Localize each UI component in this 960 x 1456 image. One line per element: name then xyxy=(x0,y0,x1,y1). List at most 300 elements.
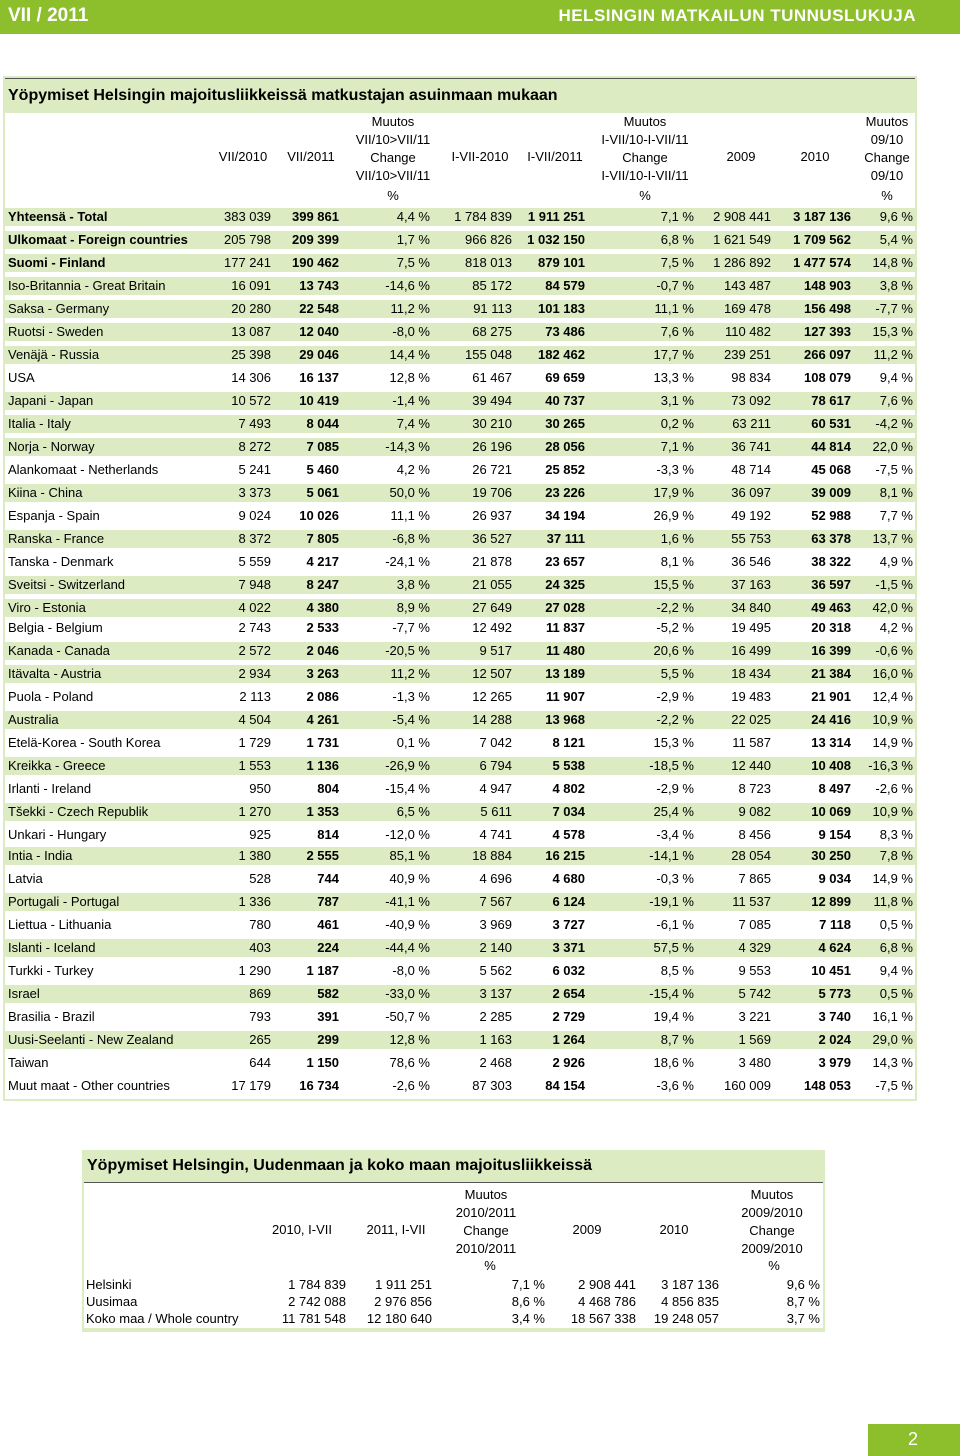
table-cell: 18 884 xyxy=(472,848,512,863)
table-cell: 12 507 xyxy=(472,666,512,681)
table-cell: 84 579 xyxy=(545,278,585,293)
table-cell: -3,4 % xyxy=(656,827,694,842)
table-cell: 2 926 xyxy=(552,1055,585,1070)
row-label: USA xyxy=(8,370,35,385)
row-label: Viro - Estonia xyxy=(8,600,86,615)
table-cell: 814 xyxy=(317,827,339,842)
table-cell: -1,4 % xyxy=(392,393,430,408)
table-cell: 40,9 % xyxy=(389,871,430,886)
table-cell: 1,7 % xyxy=(396,232,430,247)
table-cell: 383 039 xyxy=(224,209,271,224)
table-row xyxy=(5,916,915,934)
table-cell: 4,4 % xyxy=(396,209,430,224)
table-cell: -8,0 % xyxy=(392,963,430,978)
table-cell: 10,9 % xyxy=(872,712,913,727)
table-cell: 1 032 150 xyxy=(527,232,585,247)
table-cell: 12 492 xyxy=(472,620,512,635)
table-cell: 10 069 xyxy=(811,804,851,819)
table-cell: 20,6 % xyxy=(653,643,694,658)
table-cell: 21 878 xyxy=(472,554,512,569)
row-label: Uusi-Seelanti - New Zealand xyxy=(8,1032,174,1047)
table-cell: 63 378 xyxy=(811,531,851,546)
table-cell: 24 325 xyxy=(545,577,585,592)
table-cell: -7,7 % xyxy=(392,620,430,635)
row-label: Japani - Japan xyxy=(8,393,94,408)
table-cell: 190 462 xyxy=(292,255,339,270)
table-cell: 0,5 % xyxy=(879,917,913,932)
table-cell: 3,8 % xyxy=(396,577,430,592)
table-cell: 7,1 % xyxy=(511,1277,545,1292)
table-cell: 9,6 % xyxy=(786,1277,820,1292)
table-cell: 6,8 % xyxy=(879,940,913,955)
table-cell: 0,2 % xyxy=(660,416,694,431)
table-row xyxy=(5,392,915,410)
table-cell: -18,5 % xyxy=(649,758,694,773)
row-label: Liettua - Lithuania xyxy=(8,917,112,932)
table-cell: 37 163 xyxy=(731,577,771,592)
table-cell: 11 837 xyxy=(545,620,585,635)
table-cell: 8,7 % xyxy=(786,1294,820,1309)
table-cell: 6,5 % xyxy=(396,804,430,819)
table-cell: 85 172 xyxy=(472,278,512,293)
table-cell: -5,2 % xyxy=(656,620,694,635)
table-cell: 30 265 xyxy=(545,416,585,431)
table-cell: 19 495 xyxy=(731,620,771,635)
table-cell: 177 241 xyxy=(224,255,271,270)
table-cell: 11 587 xyxy=(732,735,771,750)
table-cell: -6,1 % xyxy=(656,917,694,932)
row-label: Helsinki xyxy=(86,1277,132,1292)
table-cell: 27 649 xyxy=(472,600,512,615)
table-row xyxy=(5,553,915,571)
table-cell: 4 696 xyxy=(479,871,512,886)
table-cell: -0,3 % xyxy=(656,871,694,886)
table-cell: 18 434 xyxy=(731,666,771,681)
table-cell: 37 111 xyxy=(546,531,585,546)
table-row xyxy=(5,711,915,729)
table-cell: 7 493 xyxy=(238,416,271,431)
table-cell: 3 137 xyxy=(479,986,512,1001)
table-cell: -44,4 % xyxy=(385,940,430,955)
table-cell: 23 226 xyxy=(545,485,585,500)
table-cell: -2,6 % xyxy=(875,781,913,796)
table-cell: 5 241 xyxy=(238,462,271,477)
table-cell: 22 025 xyxy=(731,712,771,727)
table-cell: 11,1 % xyxy=(654,301,694,316)
col-header: I-VII-2010 xyxy=(451,149,509,164)
table-cell: 45 068 xyxy=(811,462,851,477)
table-cell: 7,6 % xyxy=(879,393,913,408)
table-cell: 0,1 % xyxy=(396,735,430,750)
table-cell: 2 046 xyxy=(306,643,339,658)
table-cell: 2 654 xyxy=(552,986,585,1001)
row-label: Ruotsi - Sweden xyxy=(8,324,104,339)
row-label: Itävalta - Austria xyxy=(8,666,102,681)
table-cell: -5,4 % xyxy=(392,712,430,727)
table-cell: 101 183 xyxy=(538,301,585,316)
table-cell: 4 802 xyxy=(552,781,585,796)
table-cell: 8,9 % xyxy=(396,600,430,615)
table-cell: 7,1 % xyxy=(660,209,694,224)
col-header: Muutos VII/10>VII/11 Change VII/10>VII/11 xyxy=(355,114,431,183)
table-cell: 3,8 % xyxy=(879,278,913,293)
table-cell: 28 054 xyxy=(731,848,771,863)
table-cell: 6 794 xyxy=(479,758,512,773)
table-cell: 11,2 % xyxy=(390,301,430,316)
table-cell: 7 118 xyxy=(819,917,851,932)
table-row xyxy=(5,208,915,226)
table-cell: 12,4 % xyxy=(872,689,913,704)
table-cell: 29,0 % xyxy=(872,1032,913,1047)
table-cell: 6 032 xyxy=(552,963,585,978)
table2 xyxy=(84,1183,823,1328)
table-cell: 10,9 % xyxy=(872,804,913,819)
table-cell: 15,3 % xyxy=(653,735,694,750)
table-cell: 793 xyxy=(249,1009,271,1024)
table-cell: 14,9 % xyxy=(872,871,913,886)
table-cell: 6 124 xyxy=(552,894,585,909)
table-cell: 10 408 xyxy=(811,758,851,773)
table-cell: 110 482 xyxy=(724,324,771,339)
table-cell: 15,5 % xyxy=(653,577,694,592)
table-cell: 24 416 xyxy=(811,712,851,727)
publication-title: HELSINGIN MATKAILUN TUNNUSLUKUJA xyxy=(558,6,916,25)
row-label: Tanska - Denmark xyxy=(8,554,114,569)
table-cell: 1 784 839 xyxy=(288,1277,346,1292)
table-cell: -15,4 % xyxy=(385,781,430,796)
table-cell: 1 353 xyxy=(306,804,339,819)
table-cell: -2,6 % xyxy=(392,1078,430,1093)
table-cell: 1 380 xyxy=(238,848,271,863)
table-cell: 8,5 % xyxy=(660,963,694,978)
table-cell: 98 834 xyxy=(731,370,771,385)
table-cell: 38 322 xyxy=(811,554,851,569)
table-row xyxy=(5,619,915,637)
table-row xyxy=(5,277,915,295)
table-cell: 2 572 xyxy=(238,643,271,658)
table-row xyxy=(5,576,915,594)
table-cell: 18,6 % xyxy=(653,1055,694,1070)
table-cell: 1 569 xyxy=(738,1032,771,1047)
table-row xyxy=(5,231,915,249)
table-cell: 1 290 xyxy=(238,963,271,978)
table-cell: -1,5 % xyxy=(875,577,913,592)
row-label: Italia - Italy xyxy=(8,416,71,431)
table-cell: 818 013 xyxy=(465,255,512,270)
table-cell: 11 480 xyxy=(545,643,585,658)
col-header: 2010 xyxy=(800,149,830,164)
table-row xyxy=(84,1276,823,1293)
page-number: 2 xyxy=(908,1429,919,1449)
table-row xyxy=(5,599,915,617)
table-row xyxy=(5,1054,915,1072)
table-cell: 9 024 xyxy=(238,508,271,523)
table-cell: 148 903 xyxy=(804,278,851,293)
table-row xyxy=(5,688,915,706)
row-label: Intia - India xyxy=(8,848,73,863)
table-cell: 11,2 % xyxy=(873,347,913,362)
table-cell: 2 742 088 xyxy=(288,1294,346,1309)
table-cell: 787 xyxy=(317,894,339,909)
row-label: Norja - Norway xyxy=(8,439,95,454)
table-cell: 8,1 % xyxy=(660,554,694,569)
table-cell: 12,8 % xyxy=(389,370,430,385)
table-cell: -1,3 % xyxy=(392,689,430,704)
table-cell: 15,3 % xyxy=(872,324,913,339)
table-cell: 1 729 xyxy=(238,735,271,750)
row-label: Kiina - China xyxy=(8,485,83,500)
table-cell: 3 969 xyxy=(479,917,512,932)
table-cell: -50,7 % xyxy=(385,1009,430,1024)
row-label: Yhteensä - Total xyxy=(8,209,108,224)
table-cell: 3 373 xyxy=(238,485,271,500)
table-cell: 2 555 xyxy=(306,848,339,863)
table-row xyxy=(5,803,915,821)
table-cell: 1 621 549 xyxy=(713,232,771,247)
table-cell: 7,7 % xyxy=(879,508,913,523)
table-cell: -26,9 % xyxy=(385,758,430,773)
row-label: Alankomaat - Netherlands xyxy=(8,462,159,477)
table-cell: 14 288 xyxy=(472,712,512,727)
table-cell: 2 908 441 xyxy=(578,1277,636,1292)
table-cell: 7 085 xyxy=(738,917,771,932)
table-cell: 265 xyxy=(249,1032,271,1047)
table-row xyxy=(5,665,915,683)
table-cell: 8 497 xyxy=(818,781,851,796)
row-label: Belgia - Belgium xyxy=(8,620,103,635)
table-cell: 49 463 xyxy=(811,600,851,615)
table-cell: 1 709 562 xyxy=(793,232,851,247)
table-cell: 57,5 % xyxy=(653,940,694,955)
table-cell: 55 753 xyxy=(731,531,771,546)
table-cell: 6,8 % xyxy=(660,232,694,247)
table-cell: 148 053 xyxy=(804,1078,851,1093)
table-cell: 8 044 xyxy=(306,416,339,431)
pct-label: % xyxy=(387,188,399,203)
table-cell: 8,3 % xyxy=(879,827,913,842)
table-cell: 12,8 % xyxy=(389,1032,430,1047)
table-row xyxy=(5,939,915,957)
table-cell: 4 380 xyxy=(306,600,339,615)
table-cell: 1,6 % xyxy=(660,531,694,546)
table-cell: 21 055 xyxy=(472,577,512,592)
table-cell: 4 578 xyxy=(552,827,585,842)
table-cell: 34 840 xyxy=(731,600,771,615)
table-cell: 8,6 % xyxy=(511,1294,545,1309)
table-cell: 3 187 136 xyxy=(793,209,851,224)
col-header: 2009 xyxy=(572,1222,602,1237)
table-cell: 2 468 xyxy=(479,1055,512,1070)
row-label: Puola - Poland xyxy=(8,689,94,704)
table-cell: 12 899 xyxy=(811,894,851,909)
table-cell: 19 248 057 xyxy=(653,1311,719,1326)
table-cell: 20 318 xyxy=(811,620,851,635)
table-row xyxy=(5,346,915,364)
table-cell: 13 189 xyxy=(545,666,585,681)
table-cell: 950 xyxy=(249,781,271,796)
table-cell: 5 538 xyxy=(552,758,585,773)
row-label: Islanti - Iceland xyxy=(8,940,96,955)
table-cell: -7,7 % xyxy=(875,301,913,316)
table-cell: 16 215 xyxy=(545,848,585,863)
issue-label: VII / 2011 xyxy=(8,5,89,26)
table-cell: -41,1 % xyxy=(385,894,430,909)
table-row xyxy=(5,985,915,1003)
table-cell: 8 372 xyxy=(238,531,271,546)
table-cell: 7 567 xyxy=(479,894,512,909)
table-cell: 25 852 xyxy=(545,462,585,477)
table-cell: 25 398 xyxy=(231,347,271,362)
table-cell: 10 026 xyxy=(299,508,339,523)
table-cell: 4,9 % xyxy=(879,554,913,569)
table-cell: 1 911 251 xyxy=(527,209,585,224)
table-cell: 11 537 xyxy=(732,894,771,909)
table-cell: -19,1 % xyxy=(649,894,694,909)
table-cell: 582 xyxy=(317,986,339,1001)
table-cell: 1 187 xyxy=(306,963,339,978)
table-cell: -20,5 % xyxy=(385,643,430,658)
table-row xyxy=(5,300,915,318)
row-label: Latvia xyxy=(8,871,43,886)
table-cell: 36 597 xyxy=(811,577,851,592)
table-cell: 27 028 xyxy=(545,600,585,615)
table-cell: 26 721 xyxy=(472,462,512,477)
table-cell: 17,7 % xyxy=(653,347,694,362)
table-cell: -8,0 % xyxy=(392,324,430,339)
table-cell: 108 079 xyxy=(804,370,851,385)
table-cell: 63 211 xyxy=(732,416,771,431)
table-cell: -15,4 % xyxy=(649,986,694,1001)
table-cell: 5 562 xyxy=(479,963,512,978)
table-cell: 780 xyxy=(249,917,271,932)
table-row xyxy=(5,1008,915,1026)
table-cell: -2,2 % xyxy=(656,712,694,727)
table-cell: 1 477 574 xyxy=(793,255,851,270)
col-header: Muutos 09/10 Change 09/10 xyxy=(864,114,910,183)
table-cell: 7 948 xyxy=(238,577,271,592)
table-cell: -0,7 % xyxy=(656,278,694,293)
table-cell: 13 314 xyxy=(811,735,851,750)
table-cell: 17 179 xyxy=(231,1078,271,1093)
table-cell: 155 048 xyxy=(465,347,512,362)
table-cell: 78 617 xyxy=(811,393,851,408)
table-cell: 19 706 xyxy=(472,485,512,500)
table-cell: 19 483 xyxy=(731,689,771,704)
table-cell: -16,3 % xyxy=(868,758,913,773)
table2-title: Yöpymiset Helsingin, Uudenmaan ja koko maan majoitusliikkeissä xyxy=(87,1157,593,1174)
table2-title-bar xyxy=(84,1152,823,1183)
table-cell: 36 546 xyxy=(731,554,771,569)
table-cell: 7 805 xyxy=(306,531,339,546)
table1-title-bar xyxy=(5,78,915,114)
table-row xyxy=(5,1077,915,1095)
table-cell: 744 xyxy=(317,871,339,886)
table-cell: 5 559 xyxy=(238,554,271,569)
table-cell: -24,1 % xyxy=(385,554,430,569)
row-label: Australia xyxy=(8,712,59,727)
table-cell: -7,5 % xyxy=(875,462,913,477)
table-cell: 8 456 xyxy=(738,827,771,842)
col-header: VII/2010 xyxy=(218,149,268,164)
table-row xyxy=(5,870,915,888)
table-cell: 1 150 xyxy=(306,1055,339,1070)
table1 xyxy=(5,113,915,1099)
table-cell: 91 113 xyxy=(473,301,512,316)
table-cell: 84 154 xyxy=(545,1078,585,1093)
table-cell: 7 865 xyxy=(738,871,771,886)
table-row xyxy=(84,1310,823,1327)
table-cell: -14,1 % xyxy=(649,848,694,863)
table-cell: 5 742 xyxy=(738,986,771,1001)
table-cell: 29 046 xyxy=(299,347,339,362)
table-cell: 5,4 % xyxy=(879,232,913,247)
pct-label: % xyxy=(639,188,651,203)
table-cell: 61 467 xyxy=(472,370,512,385)
col-header: 2009 xyxy=(726,149,756,164)
table-cell: 5 061 xyxy=(306,485,339,500)
table-cell: 68 275 xyxy=(472,324,512,339)
table-cell: 14 306 xyxy=(231,370,271,385)
table-cell: 9,6 % xyxy=(879,209,913,224)
table-cell: 78,6 % xyxy=(389,1055,430,1070)
table-cell: 36 527 xyxy=(472,531,512,546)
table-cell: 4,2 % xyxy=(879,620,913,635)
table-cell: 19,4 % xyxy=(653,1009,694,1024)
table-cell: 403 xyxy=(249,940,271,955)
table-cell: 528 xyxy=(249,871,271,886)
table-cell: -0,6 % xyxy=(875,643,913,658)
table-row xyxy=(5,415,915,433)
table-cell: 209 399 xyxy=(292,232,339,247)
table-cell: 8,1 % xyxy=(879,485,913,500)
table-cell: -4,2 % xyxy=(875,416,913,431)
table-cell: 9 553 xyxy=(738,963,771,978)
table-cell: 14,3 % xyxy=(872,1055,913,1070)
table-row xyxy=(5,530,915,548)
table-cell: 36 741 xyxy=(731,439,771,454)
table-cell: 1 553 xyxy=(238,758,271,773)
table-cell: 10 419 xyxy=(299,393,339,408)
table-row xyxy=(5,323,915,341)
table-cell: 2 024 xyxy=(818,1032,851,1047)
table-cell: 9 517 xyxy=(479,643,512,658)
table-cell: 11 781 548 xyxy=(281,1311,346,1326)
table-cell: -14,3 % xyxy=(385,439,430,454)
row-label: Muut maat - Other countries xyxy=(8,1078,170,1093)
top-banner xyxy=(0,0,960,34)
table-cell: 966 826 xyxy=(465,232,512,247)
table-cell: 7,1 % xyxy=(660,439,694,454)
table-cell: 16,0 % xyxy=(872,666,913,681)
table-cell: 3,4 % xyxy=(511,1311,545,1326)
table-cell: 4 217 xyxy=(306,554,339,569)
table-cell: 156 498 xyxy=(804,301,851,316)
table-cell: -12,0 % xyxy=(385,827,430,842)
table-cell: 3,1 % xyxy=(660,393,694,408)
table-cell: 23 657 xyxy=(545,554,585,569)
table-cell: 2 086 xyxy=(306,689,339,704)
table-cell: 39 009 xyxy=(811,485,851,500)
table-cell: -14,6 % xyxy=(385,278,430,293)
table-cell: -7,5 % xyxy=(875,1078,913,1093)
table-cell: 3 187 136 xyxy=(661,1277,719,1292)
table-cell: 5 773 xyxy=(818,986,851,1001)
table-cell: 9,4 % xyxy=(879,963,913,978)
table-cell: 4 741 xyxy=(479,827,512,842)
table-cell: 20 280 xyxy=(231,301,271,316)
page-number-box xyxy=(868,1424,960,1456)
col-header: Muutos I-VII/10-I-VII/11 Change I-VII/10-I-VII/11 xyxy=(601,114,689,183)
